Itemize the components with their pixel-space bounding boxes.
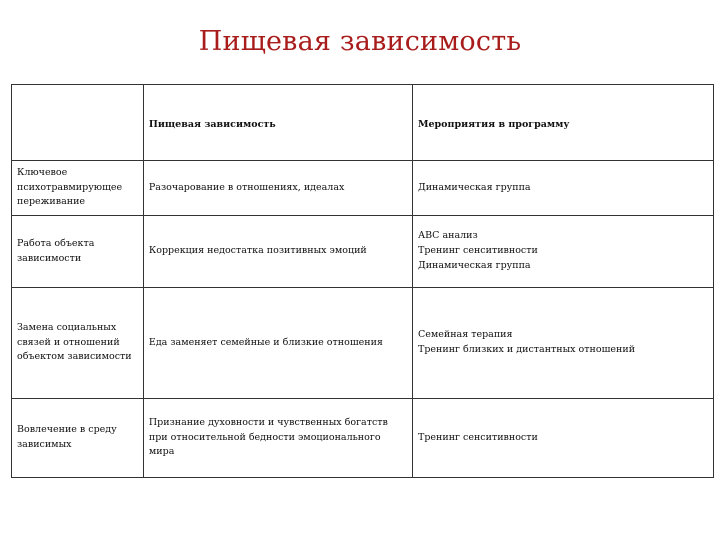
addiction-table [11,84,714,478]
header-cell-measures: Мероприятия в программу [412,85,713,161]
table-row [12,161,714,216]
table-row [12,399,714,478]
header-cell-addiction: Пищевая зависимость [143,85,412,161]
row-measures [412,399,713,478]
row-measures [412,161,713,216]
table-row [12,288,714,399]
measure-item: Семейная терапия [417,329,513,341]
row-addiction: Признание духовности и чувственных богатств при относительной бедности эмоционального мира [143,399,412,478]
row-measures [412,216,713,288]
measure-item: Динамическая группа [417,259,531,271]
row-criterion: Работа объекта зависимости [12,216,144,288]
measure-item: Тренинг сенситивности [417,245,538,257]
table-row [12,216,714,288]
measure-item: Динамическая группа [417,181,531,193]
row-addiction: Коррекция недостатка позитивных эмоций [143,216,412,288]
row-criterion: Замена социальных связей и отношений объектом зависимости [12,288,144,399]
row-measures [412,288,713,399]
measure-item: АВС анализ [417,230,478,242]
row-addiction: Еда заменяет семейные и близкие отношения [143,288,412,399]
header-cell-empty [12,85,144,161]
measure-item: Тренинг сенситивности [417,431,538,443]
row-criterion: Вовлечение в среду зависимых [12,399,144,478]
slide-title: Пищевая зависимость [198,26,522,57]
row-criterion: Ключевое психотравмирующее переживание [12,161,144,216]
table-header-row [12,85,714,161]
row-addiction: Разочарование в отношениях, идеалах [143,161,412,216]
measure-item: Тренинг близких и дистантных отношений [417,344,636,355]
